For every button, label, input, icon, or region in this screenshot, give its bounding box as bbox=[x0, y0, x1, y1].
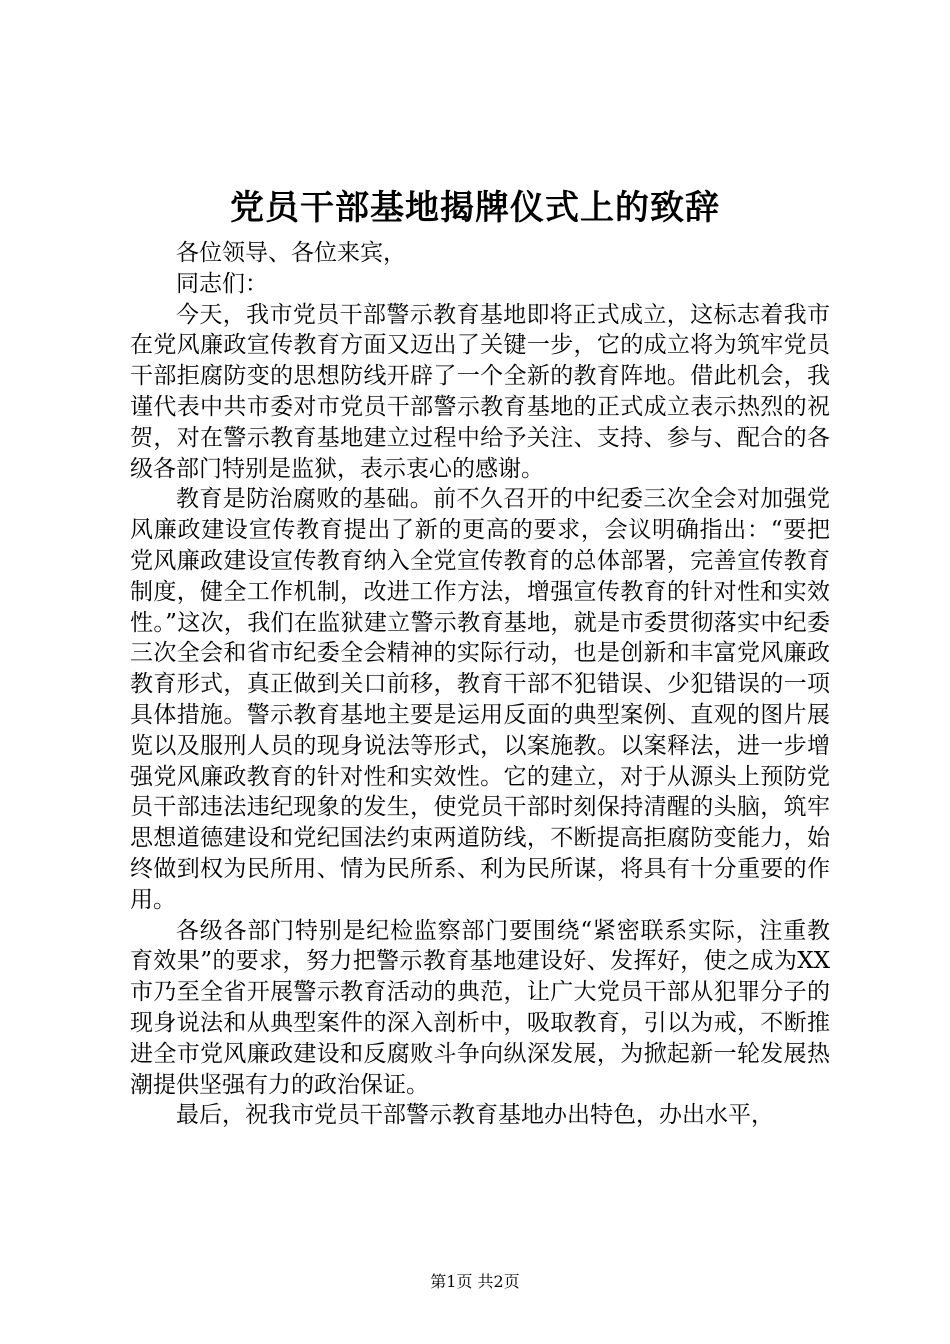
paragraph-departments: 各级各部门特别是纪检监察部门要围绕“紧密联系实际，注重教育效果”的要求，努力把警示教育基地建设好、发挥好，使之成为XX市乃至全省开展警示教育活动的典范，让广大党员干部从犯罪分子的现身说法和从典型案件的深入剖析中，吸取教育，引以为戒，不断推进全市党风廉政建设和反腐败斗争向纵深发展，为掀起新一轮发展热潮提供坚强有力的政治保证。 bbox=[130, 917, 830, 1098]
salutation-comrades: 同志们： bbox=[176, 270, 268, 297]
document-title: 党员干部基地揭牌仪式上的致辞 bbox=[230, 188, 720, 228]
paragraph-education: 教育是防治腐败的基础。前不久召开的中纪委三次全会对加强党风廉政建设宣传教育提出了新的更高的要求，会议明确指出：“要把党风廉政建设宣传教育纳入全党宣传教育的总体部署，完善宣传教育制度，健全工作机制，改进工作方法，增强宣传教育的针对性和实效性。”这次，我们在监狱建立警示教育基地，就是市委贯彻落实中纪委三次全会和省市纪委全会精神的实际行动，也是创新和丰富党风廉政教育形式，真正做到关口前移，教育干部不犯错误、少犯错误的一项具体措施。警示教育基地主要是运用反面的典型案例、直观的图片展览以及服刑人员的现身说法等形式，以案施教。以案释法，进一步增强党风廉政教育的针对性和实效性。它的建立，对于从源头上预防党员干部违法违纪现象的发生，使党员干部时刻保持清醒的头脑，筑牢思想道德建设和党纪国法约束两道防线，不断提高拒腐防变能力，始终做到权为民所用、情为民所系、利为民所谋，将具有十分重要的作用。 bbox=[130, 486, 830, 913]
page-footer: 第1页 共2页 bbox=[430, 1272, 520, 1291]
paragraph-closing: 最后，祝我市党员干部警示教育基地办出特色，办出水平， bbox=[176, 1102, 774, 1129]
paragraph-opening: 今天，我市党员干部警示教育基地即将正式成立，这标志着我市在党风廉政宣传教育方面又迈出了关键一步，它的成立将为筑牢党员干部拒腐防变的思想防线开辟了一个全新的教育阵地。借此机会，我谨代表中共市委对市党员干部警示教育基地的正式成立表示热烈的祝贺，对在警示教育基地建立过程中给予关注、支持、参与、配合的各级各部门特别是监狱，表示衷心的感谢。 bbox=[130, 301, 830, 482]
salutation-leaders: 各位领导、各位来宾， bbox=[176, 240, 406, 266]
document-body bbox=[130, 238, 830, 1131]
